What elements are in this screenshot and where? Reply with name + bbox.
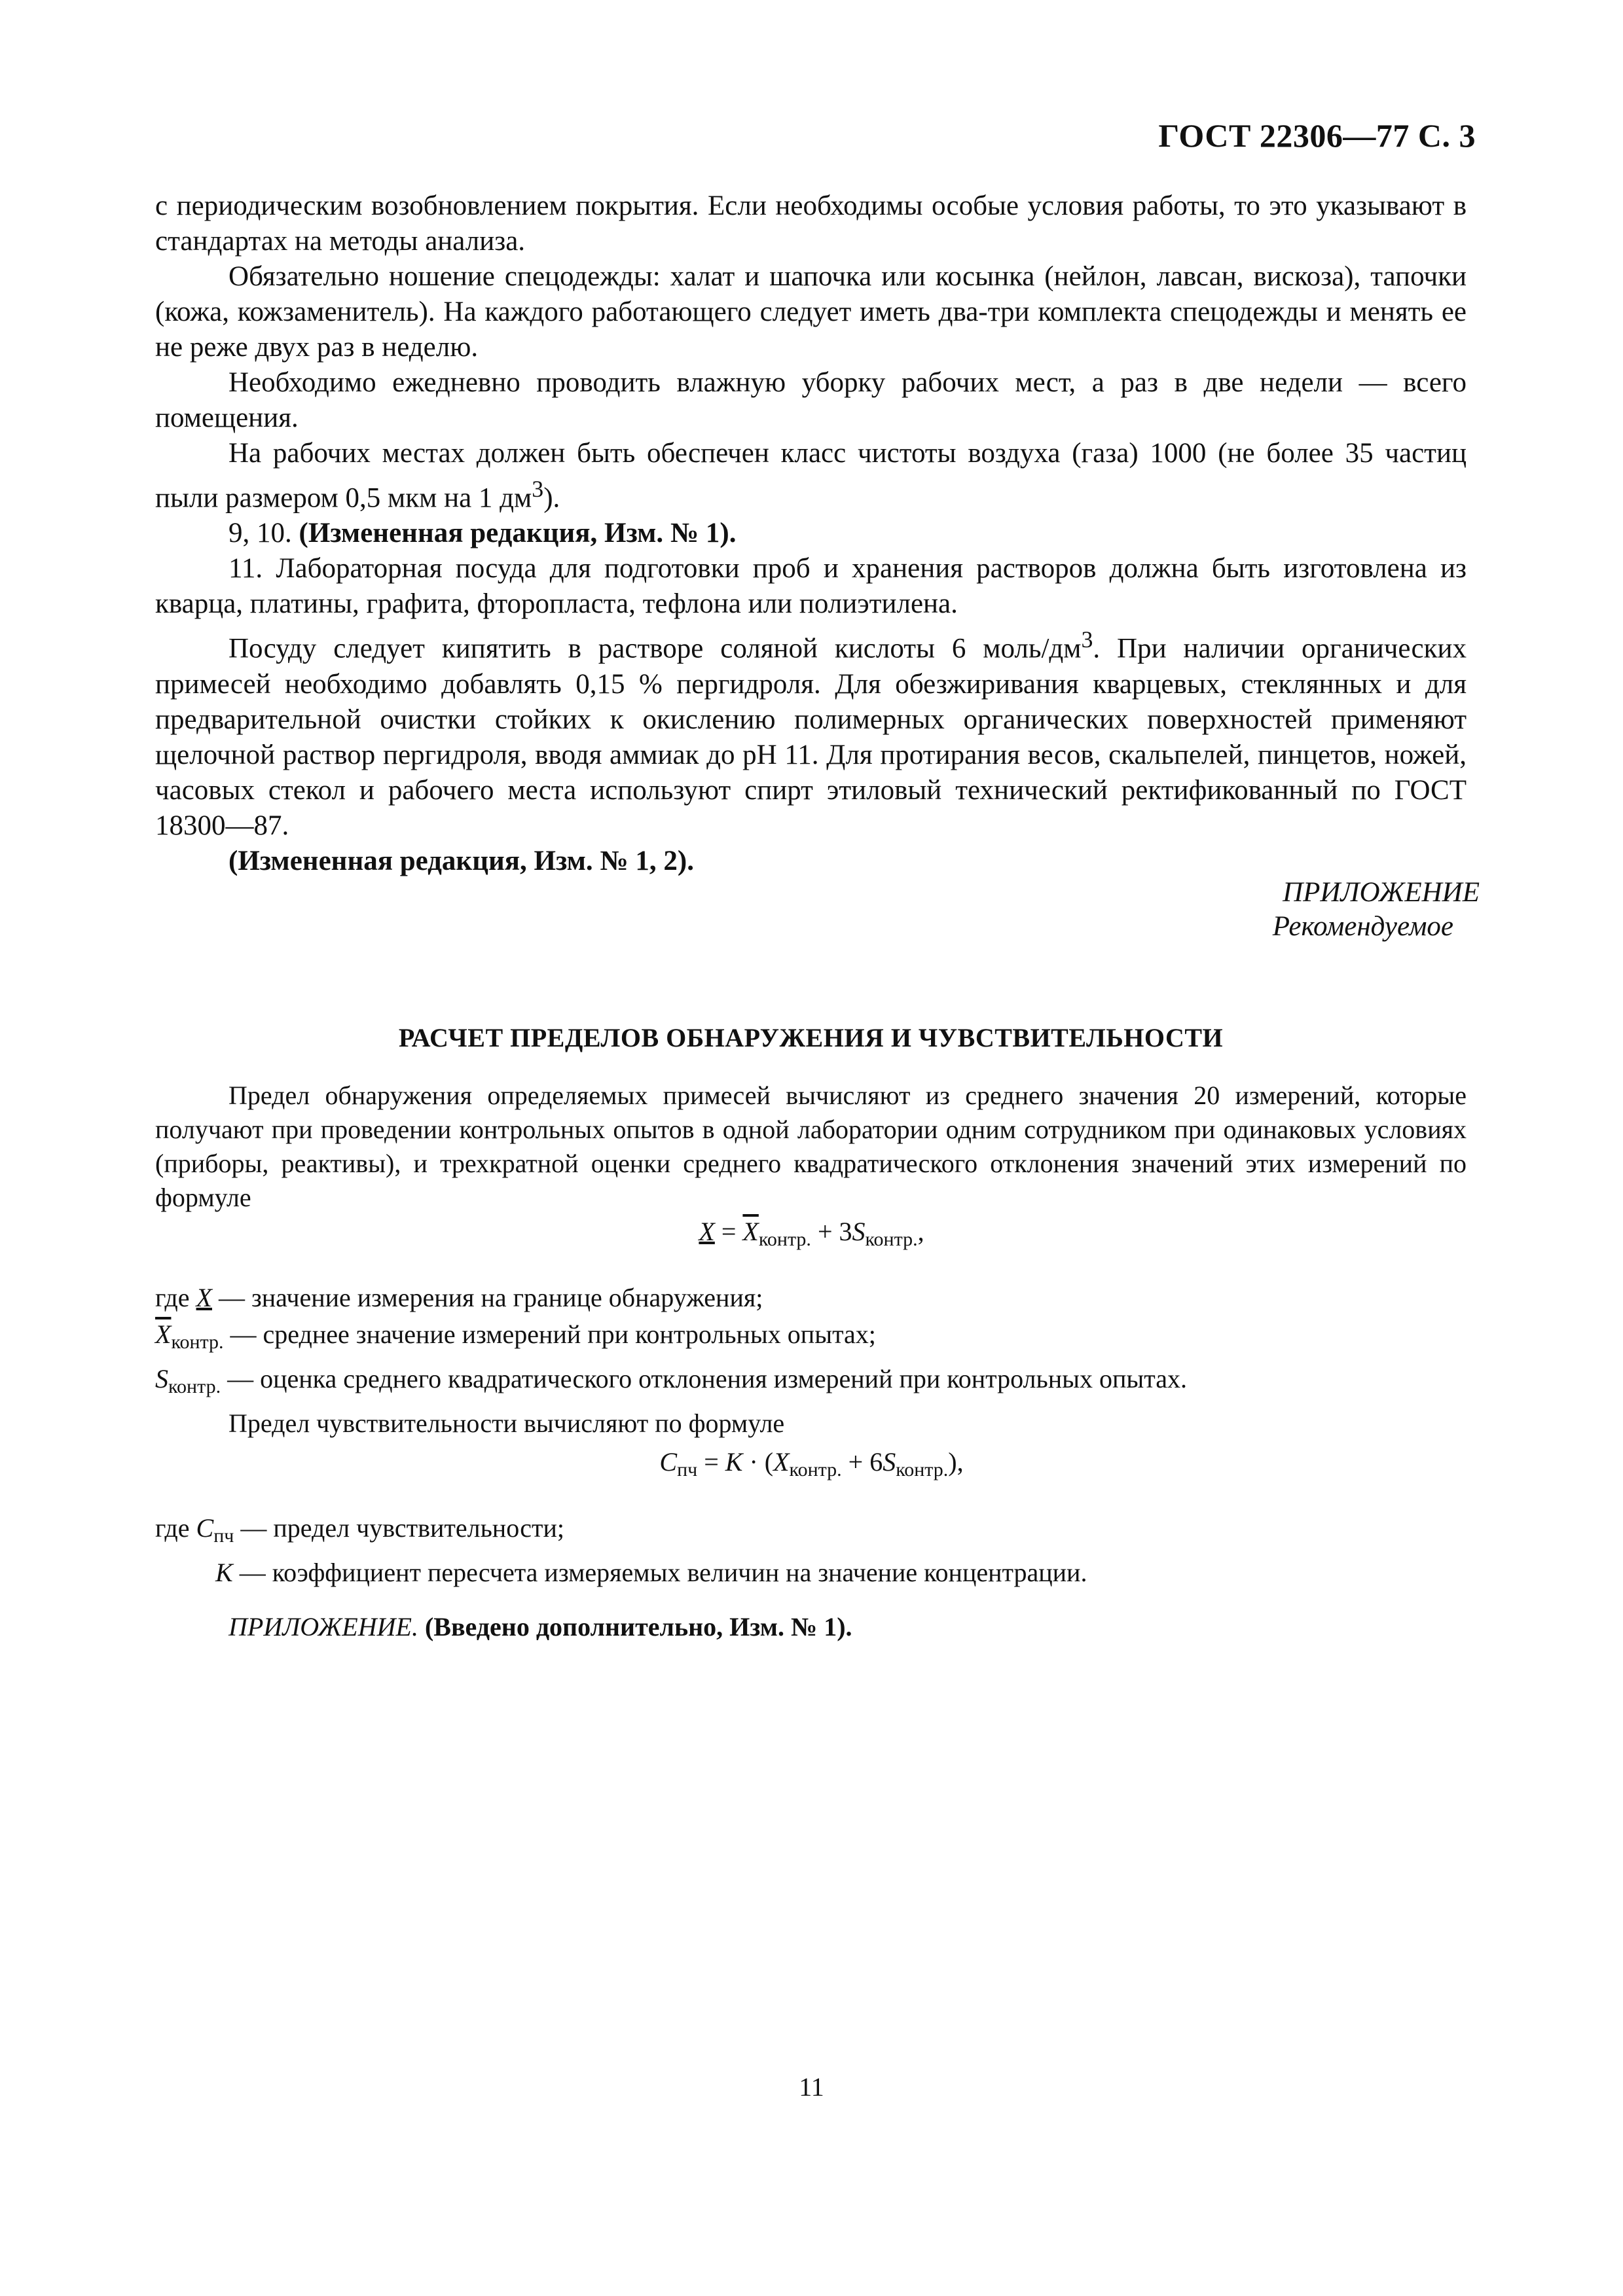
page-number: 11 xyxy=(799,2072,824,2102)
formula-detection-limit: $X = \overline{X}_{контр.} + 3S_{контр.}$, xyxy=(699,1217,924,1250)
appendix-note: ПРИЛОЖЕНИЕ. (Введено дополнительно, Изм. № 1). xyxy=(228,1612,852,1641)
paragraph-5: 9, 10. (Измененная редакция, Изм. № 1). xyxy=(228,518,737,549)
where-list-1 xyxy=(155,1280,1467,1442)
paragraph-4: На рабочих местах должен быть обеспечен класс чистоты воздуха (газа) 1000 (не более 35 частиц пыли размером 0,5 мкм на 1 $дм^3$). xyxy=(155,438,1467,514)
formula-sensitivity-limit: $C_{пч} = K \cdot (X_{контр.} + 6S_{контр.})$, xyxy=(659,1447,964,1480)
section-title: РАСЧЕТ ПРЕДЕЛОВ ОБНАРУЖЕНИЯ И ЧУВСТВИТЕЛЬНОСТИ xyxy=(398,1023,1224,1052)
where-xmean: $\overline{X}_{контр.}$ — среднее значение измерений при контрольных опытах; xyxy=(155,1319,876,1353)
paragraph-7: Посуду следует кипятить в растворе соляной кислоты 6 моль/$дм^3$. При наличии органических примесей необходимо добавлять 0,15 % пергидроля. Для обезжиривания кварцевых, стеклянных и для предварительной очистки стойких к окислению полимерных органических поверхностей применяют щелочной раствор пергидроля, вводя аммиак до pH 11. Для протирания весов, скальпелей, пинцетов, ножей, часовых стекол и рабочего места используют спирт этиловый технический ректификованный по ГОСТ 18300—87. xyxy=(155,626,1467,841)
appendix-label xyxy=(1087,876,1480,944)
appendix-label-sub: Рекомендуемое xyxy=(1272,911,1453,942)
page-header: ГОСТ 22306—77 С. 3 xyxy=(1158,117,1476,154)
where-k: K — коэффициент пересчета измеряемых величин на значение концентрации. xyxy=(215,1558,1087,1587)
where-c: где $C_{пч}$ — предел чувствительности; xyxy=(155,1513,564,1547)
paragraph-1: с периодическим возобновлением покрытия. Если необходимы особые условия работы, то это указывают в стандартах на методы анализа. xyxy=(155,190,1467,257)
paragraph-8: (Измененная редакция, Изм. № 1, 2). xyxy=(228,845,694,876)
paragraph-3: Необходимо ежедневно проводить влажную уборку рабочих мест, а раз в две недели — всего помещения. xyxy=(155,367,1467,433)
appendix-intro-paragraph: Предел обнаружения определяемых примесей вычисляют из среднего значения 20 измерений, которые получают при проведении контрольных опытов в одной лаборатории одним сотрудником при одинаковых условиях (приборы, реактивы), и трехкратной оценки среднего квадратического отклонения значений этих измерений по формуле xyxy=(155,1081,1467,1212)
where-list-2 xyxy=(155,1510,1467,1591)
where-x: где X — значение измерения на границе обнаружения; xyxy=(155,1283,763,1312)
sensitivity-intro: Предел чувствительности вычисляют по формуле xyxy=(228,1408,785,1438)
paragraph-2: Обязательно ношение спецодежды: халат и шапочка или косынка (нейлон, лавсан, вискоза), тапочки (кожа, кожзаменитель). На каждого работающего следует иметь два-три комплекта спецодежды и менять ее не реже двух раз в неделю. xyxy=(155,261,1467,363)
paragraph-6: 11. Лабораторная посуда для подготовки проб и хранения растворов должна быть изготовлена из кварца, платины, графита, фторопласта, тефлона или полиэтилена. xyxy=(155,553,1467,620)
appendix-label-title: ПРИЛОЖЕНИЕ xyxy=(1283,877,1480,908)
body-text xyxy=(155,188,1467,879)
where-s: $S_{контр.}$ — оценка среднего квадратического отклонения измерений при контрольных опытах. xyxy=(155,1364,1188,1397)
appendix-intro xyxy=(155,1079,1467,1215)
